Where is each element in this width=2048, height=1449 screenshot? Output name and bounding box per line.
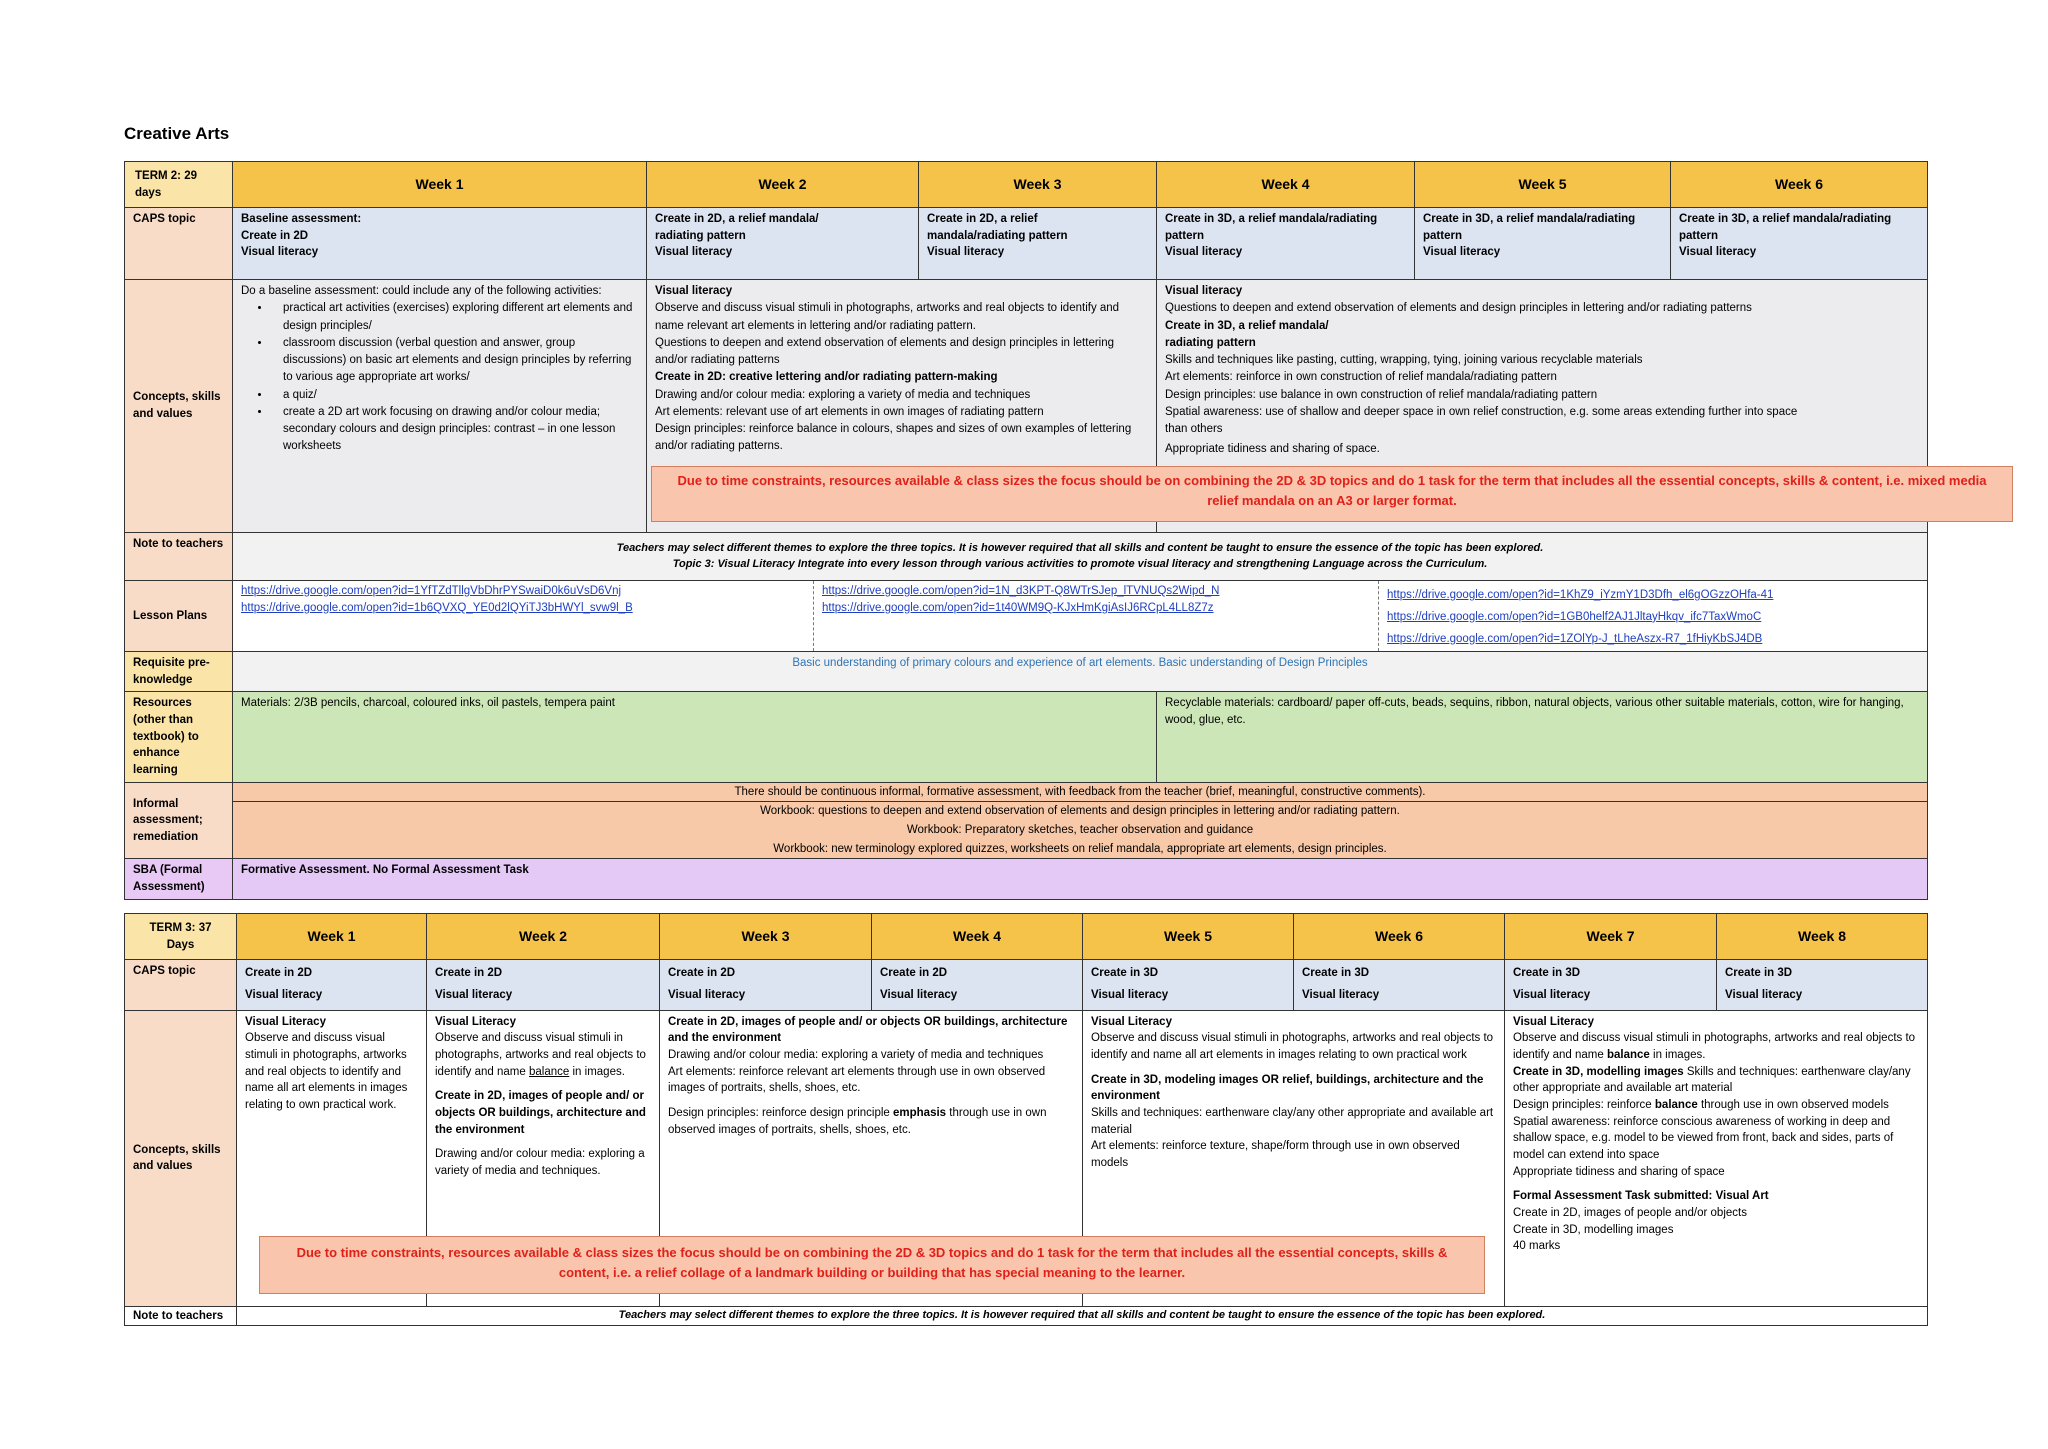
term2-label: TERM 2: 29 days — [125, 162, 233, 208]
list-item: • create a 2D art work focusing on drawing and/or colour media; secondary colours and design principles: contrast – in one lesson worksheets — [271, 404, 638, 456]
text-fragment: balance — [1607, 1049, 1650, 1062]
lesson-links-b — [814, 581, 1379, 651]
lesson-plan-link[interactable]: https://drive.google.com/open?id=1N_d3KPT-Q8WTrSJep_lTVNUQs2Wipd_N — [822, 585, 1220, 597]
text-fragment: Observe and discuss visual stimuli in photographs, artworks and real objects to identify and name — [435, 1032, 646, 1078]
term3-week-1: Week 1 — [237, 914, 427, 960]
text-fragment: in images. — [1653, 1049, 1706, 1062]
term3-week-4: Week 4 — [872, 914, 1083, 960]
concepts-heading: radiating pattern — [1165, 336, 1256, 349]
lesson-plan-link[interactable]: https://drive.google.com/open?id=1GB0helf2AJ1JltayHkqv_ifc7TaxWmoC — [1387, 610, 1762, 623]
caps-line: Create in 3D — [1302, 967, 1370, 979]
text-fragment: in images. — [572, 1065, 625, 1078]
concepts-text: Drawing and/or colour media: exploring a variety of media and techniques. — [435, 1148, 645, 1178]
informal-line: There should be continuous informal, formative assessment, with feedback from the teacher (brief, meaningful, constructive comments). — [233, 783, 1927, 803]
lesson-plan-link[interactable]: https://drive.google.com/open?id=1t40WM9Q-KJxHmKgiAsIJ6RCpL4LL8Z7z — [822, 601, 1214, 614]
caps-cell-w3 — [919, 208, 1157, 280]
caps-line: Create in 2D — [241, 229, 309, 242]
concepts-text: Appropriate tidiness and sharing of space. — [1165, 443, 1380, 456]
concepts-text — [1513, 1030, 1919, 1063]
caps-line: Visual literacy — [1423, 246, 1501, 259]
sba-cell: Formative Assessment. No Formal Assessment Task — [233, 859, 1928, 899]
caps-line: Create in 3D, a relief mandala/radiating — [1165, 213, 1378, 225]
caps-line: pattern — [1165, 229, 1204, 242]
caps-line: Create in 2D — [668, 967, 736, 979]
caps-cell-w6 — [1671, 208, 1928, 280]
resources-label: Resources (other than textbook) to enhance learning — [125, 692, 233, 782]
lesson-plan-link[interactable]: https://drive.google.com/open?id=1YfTZdTllgVbDhrPYSwaiD0k6uVsD6Vnj — [241, 585, 622, 597]
caps-line: Visual literacy — [880, 988, 958, 1001]
caps-cell-w4 — [872, 960, 1083, 1011]
caps-line: Create in 3D, a relief mandala/radiating — [1423, 213, 1636, 225]
term3-week-6: Week 6 — [1294, 914, 1505, 960]
informal-line: Workbook: Preparatory sketches, teacher observation and guidance — [906, 824, 1254, 837]
concepts-text: Skills and techniques: earthenware clay/any other appropriate and available art material — [1091, 1107, 1494, 1136]
text-fragment: through use in own observed images of portraits, shells, shoes, etc. — [668, 1107, 1047, 1136]
prereq-cell: Basic understanding of primary colours and experience of art elements. Basic understanding of Design Principles — [233, 652, 1928, 692]
lesson-plans-label: Lesson Plans — [125, 581, 233, 652]
informal-cell — [233, 782, 1928, 859]
concepts-cell-w1 — [233, 280, 647, 533]
caps-line: Visual literacy — [1513, 988, 1591, 1001]
caps-line: pattern — [1679, 229, 1718, 242]
caps-cell-w8 — [1717, 960, 1928, 1011]
sba-label: SBA (Formal Assessment) — [125, 859, 233, 899]
list-item: • practical art activities (exercises) exploring different art elements and design principles/ — [271, 300, 638, 335]
concepts-text: Observe and discuss visual stimuli in photographs, artworks and real objects to identify and name all art elements in images relating to own practical work — [1091, 1032, 1494, 1062]
list-item: • classroom discussion (verbal question and answer, group discussions) on basic art elements and design principles by referring to various age appropriate art works/ — [271, 335, 638, 387]
caps-line: Visual literacy — [241, 246, 319, 259]
text-fragment: emphasis — [893, 1107, 947, 1120]
caps-line: Create in 3D — [1725, 967, 1793, 979]
caps-topic-label: CAPS topic — [125, 208, 233, 280]
caps-cell-w4 — [1157, 208, 1415, 280]
concepts-list — [241, 300, 638, 455]
caps-cell-w5 — [1415, 208, 1671, 280]
text-fragment: balance — [1654, 1099, 1698, 1112]
term3-header-row — [125, 914, 1928, 960]
note-label: Note to teachers — [125, 1306, 237, 1326]
prereq-label: Requisite pre-knowledge — [125, 652, 233, 692]
caps-cell-w1 — [233, 208, 647, 280]
concepts-heading: Visual Literacy — [435, 1015, 516, 1028]
informal-label: Informal assessment; remediation — [125, 782, 233, 859]
caps-cell-w3 — [660, 960, 872, 1011]
term2-header-row — [125, 162, 1928, 208]
concepts-text: Drawing and/or colour media: exploring a variety of media and techniques — [655, 388, 1031, 401]
note-line-1: Teachers may select different themes to explore the three topics. It is however required that all skills and content be taught to ensure the essence of the topic has been explored. — [616, 541, 1544, 554]
concepts-text: Design principles: reinforce balance in colours, shapes and sizes of own examples of lettering and/or radiating patterns. — [655, 423, 1132, 453]
caps-line: Create in 3D, a relief mandala/radiating — [1679, 213, 1892, 225]
term3-week-7: Week 7 — [1505, 914, 1717, 960]
caps-line: radiating pattern — [655, 229, 746, 242]
caps-line: Baseline assessment: — [241, 213, 362, 225]
concepts-text: Drawing and/or colour media: exploring a variety of media and techniques — [668, 1049, 1044, 1062]
lesson-plans-cell — [233, 581, 1928, 652]
term3-week-5: Week 5 — [1083, 914, 1294, 960]
text-fragment: Design principles: reinforce — [1513, 1099, 1652, 1112]
term2-resources-row — [125, 692, 1928, 782]
caps-cell-w1 — [237, 960, 427, 1011]
caps-cell-w5 — [1083, 960, 1294, 1011]
concepts-heading: Visual literacy — [1165, 285, 1243, 297]
text-fragment: Observe and discuss visual stimuli in photographs, artworks and real objects to identify and name — [1513, 1032, 1916, 1062]
term2-note-row — [125, 533, 1928, 581]
caps-line: Create in 3D — [1091, 967, 1159, 979]
concepts-text — [1513, 1097, 1919, 1114]
note-cell — [233, 533, 1928, 581]
caps-line: Visual literacy — [927, 246, 1005, 259]
caps-cell-w7 — [1505, 960, 1717, 1011]
term2-red-note: Due to time constraints, resources available & class sizes the focus should be on combining the 2D & 3D topics and do 1 task for the term that includes all the essential concepts, skills & content, i.e. mixed media relief mandala on an A3 or larger format. — [651, 466, 2013, 522]
concepts-heading: Create in 2D, images of people and/ or objects OR buildings, architecture and the environment — [435, 1090, 646, 1136]
term2-prereq-row — [125, 652, 1928, 692]
term3-note-row — [125, 1306, 1928, 1326]
concepts-heading: Formal Assessment Task submitted: Visual Art — [1513, 1190, 1769, 1203]
concepts-text: Art elements: reinforce texture, shape/form through use in own observed models — [1091, 1140, 1460, 1170]
resources-cell-a: Materials: 2/3B pencils, charcoal, coloured inks, oil pastels, tempera paint — [233, 692, 1157, 782]
caps-line: mandala/radiating pattern — [927, 229, 1068, 242]
caps-line: Visual literacy — [435, 988, 513, 1001]
concepts-text: Create in 3D, modelling images — [1513, 1223, 1674, 1236]
text-fragment: balance — [529, 1065, 570, 1078]
term3-week-2: Week 2 — [427, 914, 660, 960]
caps-line: Create in 2D, a relief — [927, 213, 1038, 225]
term2-lesson-row — [125, 581, 1928, 652]
concepts-text: Appropriate tidiness and sharing of space — [1513, 1165, 1725, 1178]
term3-red-note: Due to time constraints, resources available & class sizes the focus should be on combining the 2D & 3D topics and do 1 task for the term that includes all the essential concepts, skills & content, i.e. a relief collage of a landmark building or building that has special meaning to the learner. — [259, 1236, 1485, 1294]
caps-line: Visual literacy — [1165, 246, 1243, 259]
concepts-label: Concepts, skills and values — [125, 1010, 237, 1306]
concepts-text: Spatial awareness: reinforce conscious awareness of working in deep and shallow space, e.g. model to be viewed from front, back and sides, parts of model can extend into space — [1513, 1115, 1894, 1162]
caps-line: Visual literacy — [668, 988, 746, 1001]
list-item: • a quiz/ — [271, 387, 638, 404]
concepts-heading: Visual Literacy — [245, 1015, 326, 1028]
concepts-text: Create in 2D, images of people and/or objects — [1513, 1207, 1747, 1220]
caps-cell-w2 — [427, 960, 660, 1011]
informal-line: Workbook: questions to deepen and extend observation of elements and design principles in lettering and/or radiating pattern. — [760, 805, 1400, 818]
term3-caps-row — [125, 960, 1928, 1011]
term2-week-6: Week 6 — [1671, 162, 1928, 208]
note-line-2: Topic 3: Visual Literacy Integrate into every lesson through various activities to promote visual literacy and strengthening Language across the Curriculum. — [672, 557, 1488, 570]
concepts-text — [435, 1030, 651, 1080]
concepts-text: Design principles: use balance in own construction of relief mandala/radiating pattern — [1165, 388, 1598, 401]
concepts-heading: Visual Literacy — [1513, 1015, 1594, 1028]
term2-week-5: Week 5 — [1415, 162, 1671, 208]
concepts-text: Art elements: reinforce relevant art elements through use in own observed images of portraits, shells, shoes, etc. — [668, 1065, 1046, 1095]
caps-line: Create in 3D — [1513, 967, 1581, 979]
term2-week-4: Week 4 — [1157, 162, 1415, 208]
caps-line: Visual literacy — [1302, 988, 1380, 1001]
caps-line: Create in 2D — [435, 967, 503, 979]
concepts-text: Art elements: relevant use of art elements in own images of radiating pattern — [655, 405, 1044, 418]
note-label: Note to teachers — [125, 533, 233, 581]
term2-week-2: Week 2 — [647, 162, 919, 208]
term2-week-3: Week 3 — [919, 162, 1157, 208]
lesson-plan-link[interactable]: https://drive.google.com/open?id=1KhZ9_iYzmY1D3Dfh_el6gOGzzOHfa-41 — [1387, 589, 1774, 601]
lesson-plan-link[interactable]: https://drive.google.com/open?id=1ZOlYp-J_tLheAszx-R7_1fHiyKbSJ4DB — [1387, 632, 1763, 645]
term3-label: TERM 3: 37 Days — [125, 914, 237, 960]
note-cell: Teachers may select different themes to explore the three topics. It is however required that all skills and content be taught to ensure the essence of the topic has been explored. — [237, 1306, 1928, 1326]
caps-line: Visual literacy — [245, 988, 323, 1001]
concepts-heading: Create in 3D, a relief mandala/ — [1165, 319, 1329, 332]
concepts-heading: Create in 2D, images of people and/ or objects OR buildings, architecture and the environment — [668, 1015, 1068, 1045]
text-fragment: through use in own observed models — [1700, 1099, 1889, 1112]
concepts-text: Observe and discuss visual stimuli in photographs, artworks and real objects to identify and name relevant art elements in lettering and/or radiating pattern. — [655, 302, 1120, 332]
concepts-heading: Visual Literacy — [1091, 1015, 1172, 1028]
concepts-text: Observe and discuss visual stimuli in photographs, artworks and real objects to identify and name all art elements in images relating to own practical work. — [245, 1032, 408, 1112]
concepts-text: Art elements: reinforce in own construction of relief mandala/radiating pattern — [1165, 371, 1557, 384]
caps-line: Create in 2D, a relief mandala/ — [655, 213, 819, 225]
term2-caps-row — [125, 208, 1928, 280]
concepts-text — [668, 1105, 1074, 1138]
text-fragment: Create in 3D, modelling images — [1513, 1065, 1684, 1078]
caps-line: Visual literacy — [1091, 988, 1169, 1001]
lesson-links-c — [1379, 581, 1927, 651]
concepts-heading: Create in 3D, modeling images OR relief, buildings, architecture and the environment — [1091, 1073, 1484, 1103]
concepts-cell-w7-w8 — [1505, 1010, 1928, 1306]
concepts-heading: Create in 2D: creative lettering and/or radiating pattern-making — [655, 371, 998, 384]
caps-line: Visual literacy — [1725, 988, 1803, 1001]
caps-cell-w2 — [647, 208, 919, 280]
concepts-text: Skills and techniques like pasting, cutting, wrapping, tying, joining various recyclable materials — [1165, 354, 1643, 366]
lesson-links-a — [233, 581, 814, 651]
caps-line: Visual literacy — [1679, 246, 1757, 259]
page-title: Creative Arts — [124, 124, 230, 143]
concepts-label: Concepts, skills and values — [125, 280, 233, 533]
concepts-text: 40 marks — [1513, 1240, 1561, 1253]
caps-topic-label: CAPS topic — [125, 960, 237, 1011]
term3-week-3: Week 3 — [660, 914, 872, 960]
concepts-intro: Do a baseline assessment: could include any of the following activities: — [241, 285, 602, 297]
concepts-text: Questions to deepen and extend observation of elements and design principles in lettering and/or radiating patterns — [655, 336, 1115, 366]
caps-line: pattern — [1423, 229, 1462, 242]
term2-sba-row — [125, 859, 1928, 899]
concepts-text: Questions to deepen and extend observation of elements and design principles in lettering and/or radiating patterns — [1165, 302, 1752, 315]
concepts-text — [1513, 1064, 1919, 1097]
term2-week-1: Week 1 — [233, 162, 647, 208]
term3-week-8: Week 8 — [1717, 914, 1928, 960]
informal-line: Workbook: new terminology explored quizzes, worksheets on relief mandala, appropriate art elements, design principles. — [773, 842, 1387, 855]
concepts-heading: Visual literacy — [655, 285, 733, 297]
term2-informal-row — [125, 782, 1928, 859]
caps-line: Visual literacy — [655, 246, 733, 259]
caps-line: Create in 2D — [245, 967, 313, 979]
text-fragment: Skills and techniques: earthenware clay/any other appropriate and available art material — [1513, 1065, 1911, 1095]
concepts-text: Spatial awareness: use of shallow and deeper space in own relief construction, e.g. some areas extending further into space than others — [1165, 405, 1798, 435]
text-fragment: Design principles: reinforce design principle — [668, 1107, 890, 1120]
resources-cell-b: Recyclable materials: cardboard/ paper off-cuts, beads, sequins, ribbon, natural objects, various other suitable materials, cotton, wire for hanging, wood, glue, etc. — [1157, 692, 1928, 782]
term2-table — [124, 161, 1928, 900]
caps-line: Create in 2D — [880, 967, 948, 979]
caps-cell-w6 — [1294, 960, 1505, 1011]
lesson-plan-link[interactable]: https://drive.google.com/open?id=1b6QVXQ_YE0d2lQYiTJ3bHWYl_svw9l_B — [241, 601, 633, 614]
